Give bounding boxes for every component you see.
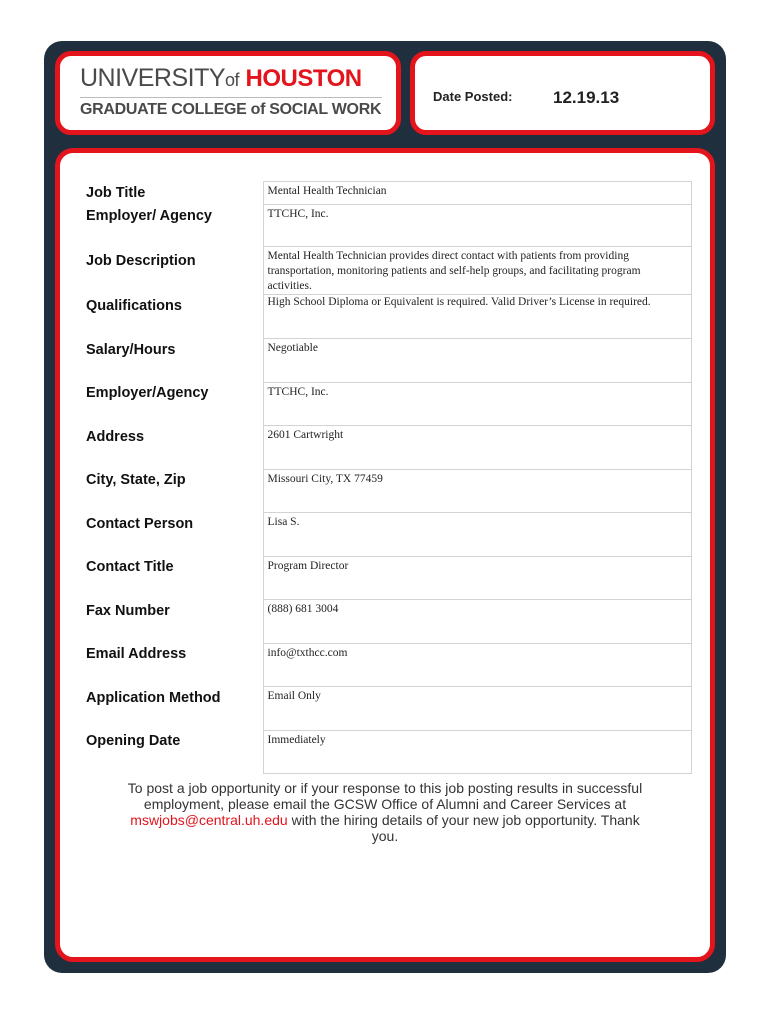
row-label: City, State, Zip <box>86 472 186 488</box>
row-label: Salary/Hours <box>86 341 176 358</box>
email-link[interactable]: mswjobs@central.uh.edu <box>130 812 288 828</box>
row-label: Application Method <box>86 689 221 706</box>
row-label: Opening Date <box>86 733 181 749</box>
job-details-table <box>79 181 692 774</box>
row-label: Qualifications <box>86 297 182 314</box>
row-value: Program Director <box>263 556 692 600</box>
table-row <box>79 643 692 687</box>
row-value: Mental Health Technician provides direct contact with patients from providing transportation, monitoring patients and self-help groups, and facilitating program activities. <box>263 247 692 295</box>
row-value: Negotiable <box>263 339 692 383</box>
logo-university-line <box>80 64 362 93</box>
table-row <box>79 247 692 295</box>
logo-university-text: UNIVERSITY <box>80 64 226 92</box>
row-label: Job Title <box>86 184 146 201</box>
table-row <box>79 556 692 600</box>
row-value: Lisa S. <box>263 513 692 557</box>
row-label: Job Description <box>86 252 196 269</box>
instructions-text-before: To post a job opportunity or if your response to this job posting results in successful employment, please email the GCSW Office of Alumni and Career Services at <box>127 780 643 812</box>
row-label: Email Address <box>86 646 187 662</box>
date-posted-label: Date Posted: <box>433 89 513 104</box>
row-value: Mental Health Technician <box>263 182 692 205</box>
row-label: Address <box>86 428 145 445</box>
row-label: Employer/Agency <box>86 385 209 401</box>
date-posted-value: 12.19.13 <box>553 88 620 107</box>
logo-divider <box>80 97 382 98</box>
table-row <box>79 205 692 247</box>
table-row <box>79 469 692 513</box>
row-label: Employer/ Agency <box>86 207 212 224</box>
table-row <box>79 295 692 339</box>
table-row <box>79 382 692 426</box>
posting-instructions <box>120 780 650 844</box>
row-value: Email Only <box>263 687 692 731</box>
row-value: Immediately <box>263 730 692 773</box>
logo-of-text: of <box>225 70 240 90</box>
table-row <box>79 730 692 773</box>
logo-college-text: GRADUATE COLLEGE of SOCIAL WORK <box>80 101 382 118</box>
table-row <box>79 600 692 644</box>
table-row <box>79 687 692 731</box>
row-value: 2601 Cartwright <box>263 426 692 470</box>
table-row <box>79 182 692 205</box>
row-label: Fax Number <box>86 602 170 619</box>
row-value: (888) 681 3004 <box>263 600 692 644</box>
row-value: TTCHC, Inc. <box>263 205 692 247</box>
date-posted-box <box>410 51 715 135</box>
row-value: Missouri City, TX 77459 <box>263 469 692 513</box>
university-logo <box>55 51 401 135</box>
row-value: info@txthcc.com <box>263 643 692 687</box>
row-label: Contact Person <box>86 515 194 532</box>
table-row <box>79 513 692 557</box>
row-value: TTCHC, Inc. <box>263 382 692 426</box>
instructions-text-after: with the hiring details of your new job opportunity. Thank you. <box>287 812 640 844</box>
row-label: Contact Title <box>86 559 174 575</box>
table-row <box>79 339 692 383</box>
row-value: High School Diploma or Equivalent is required. Valid Driver’s License in required. <box>263 295 692 339</box>
logo-houston-text: HOUSTON <box>245 65 362 92</box>
table-row <box>79 426 692 470</box>
